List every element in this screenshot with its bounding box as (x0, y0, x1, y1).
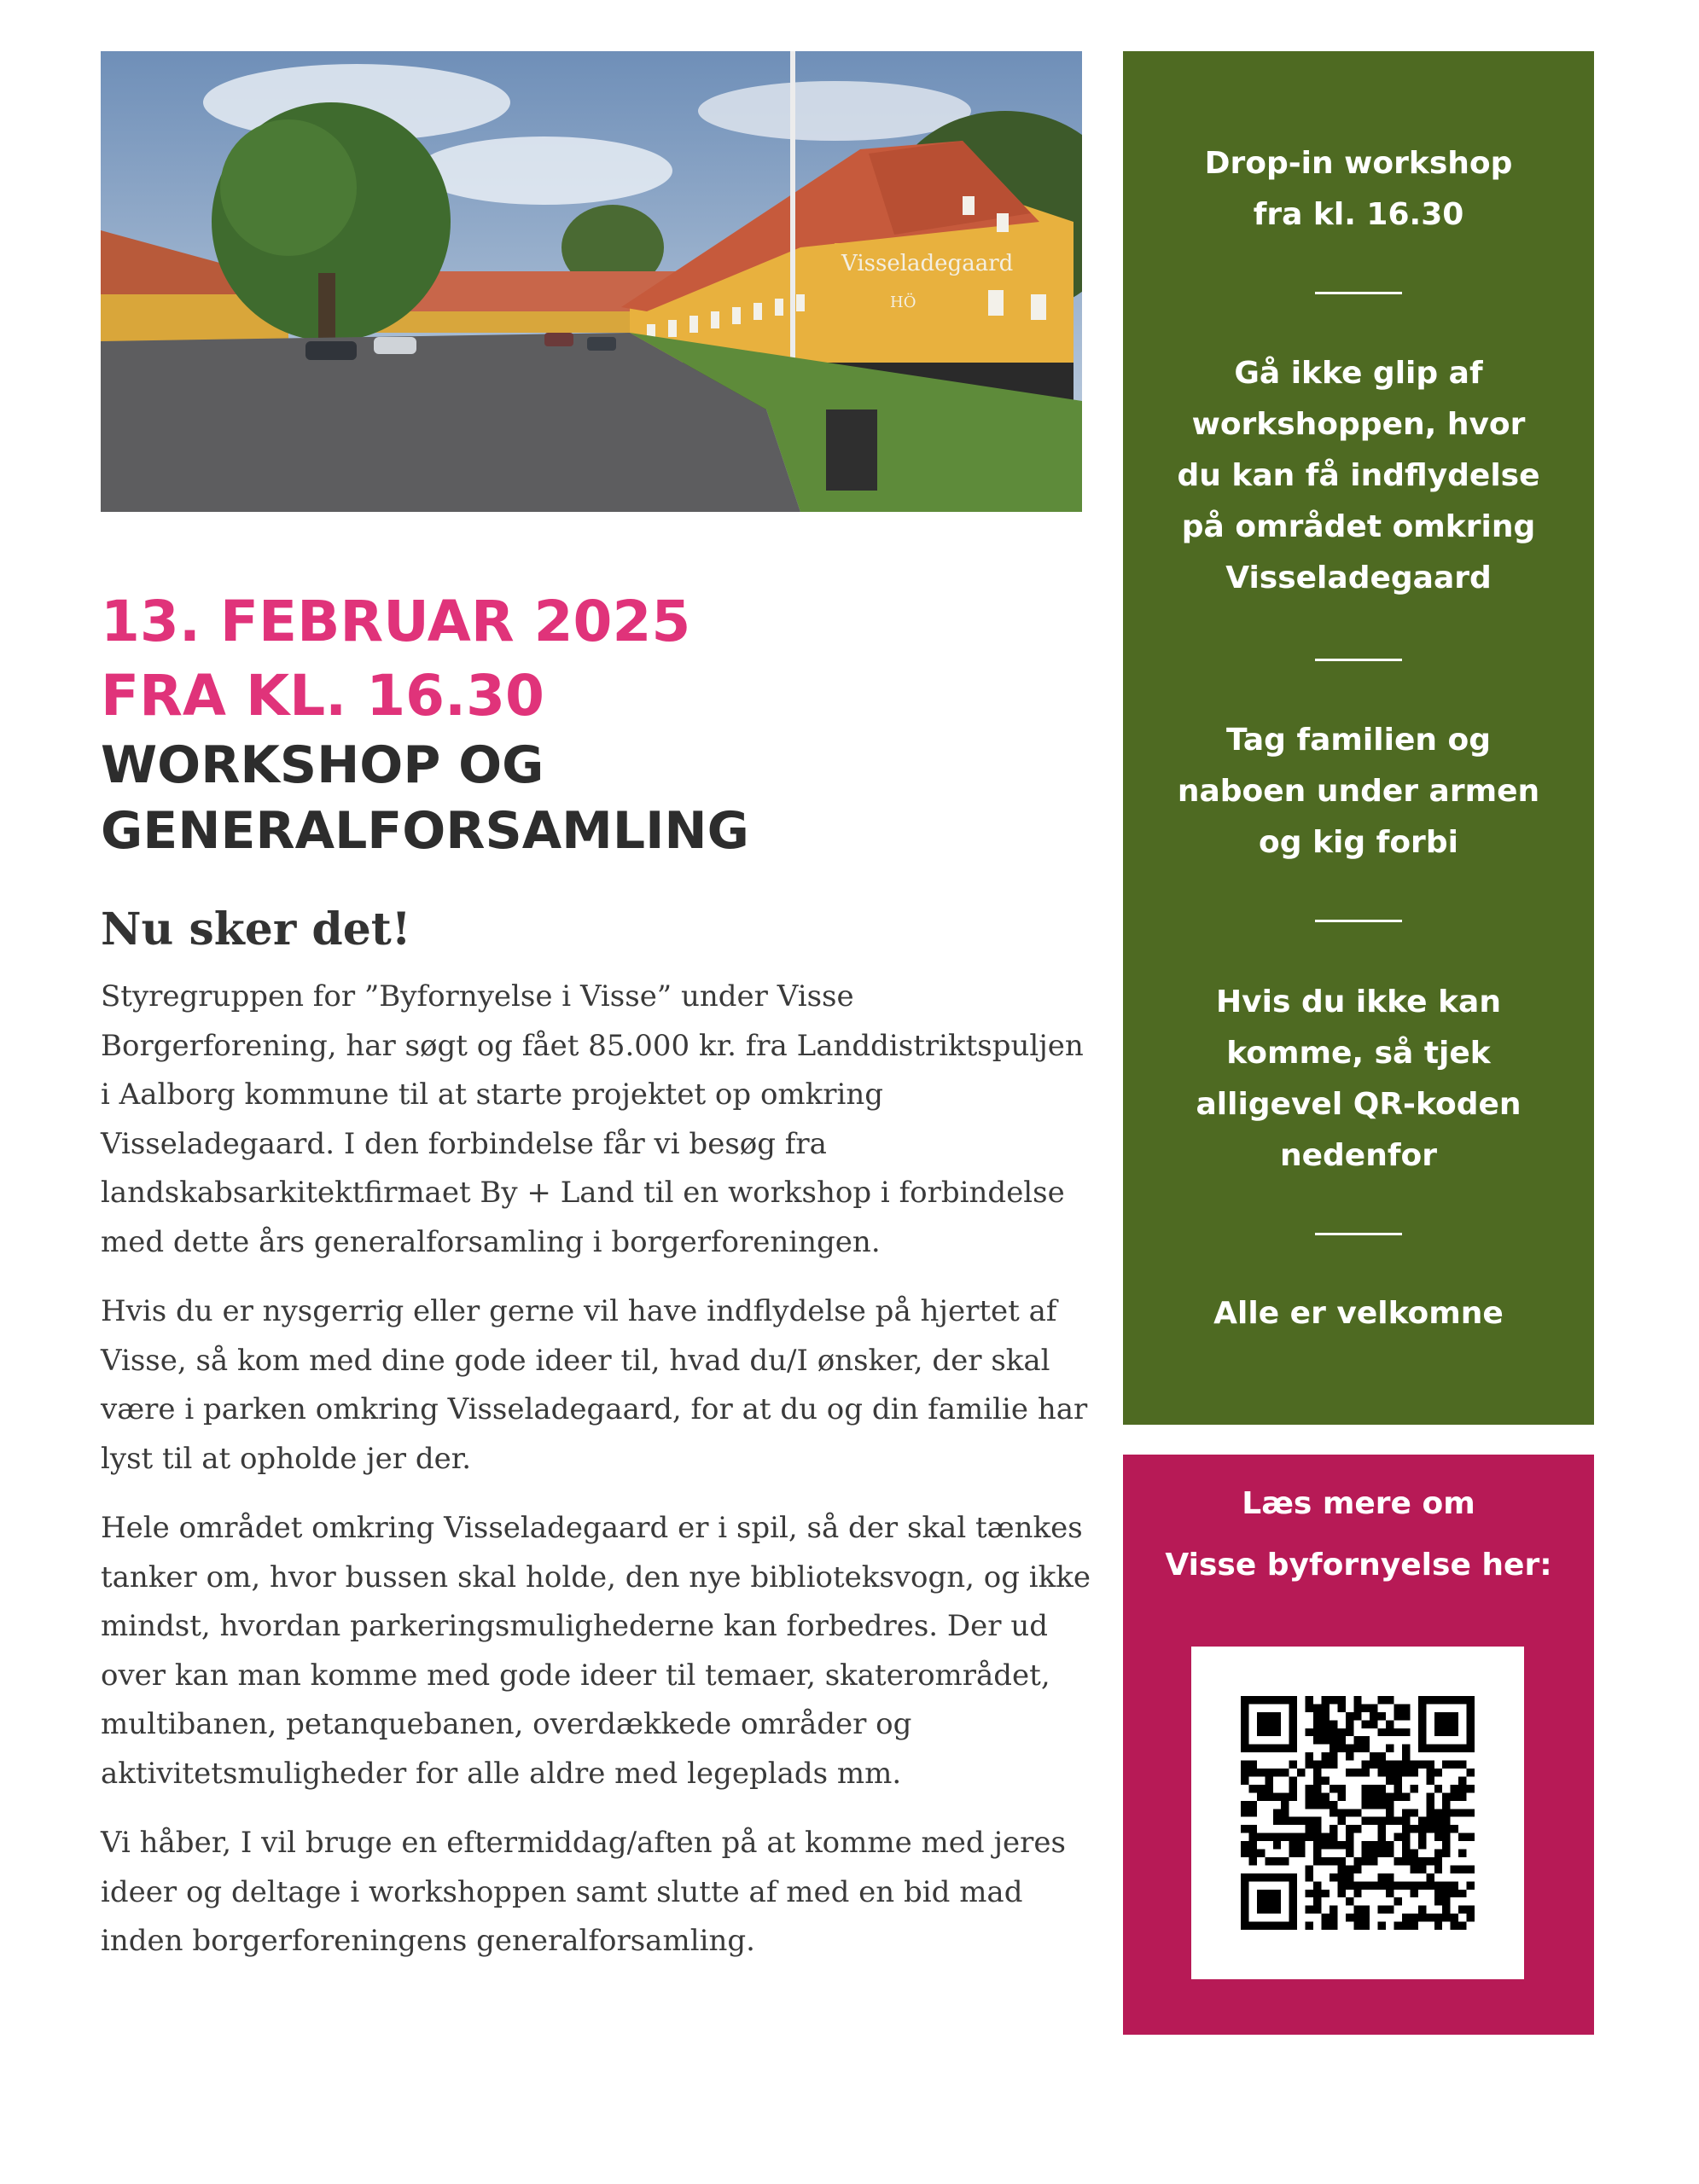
divider (1315, 1233, 1402, 1235)
event-title-line2: GENERALFORSAMLING (101, 801, 749, 861)
qr-code-icon[interactable] (1241, 1696, 1475, 1930)
paragraph: Hvis du er nysgerrig eller gerne vil have indflydelse på hjertet af Visse, så kom med dine gode ideer til, hvad du/I ønsker, der skal være i parken omkring Visseladegaard, for at du og din familie har lyst til at opholde jer der. (101, 1294, 1088, 1476)
visseladegaard-photo (101, 51, 1082, 512)
event-time: FRA KL. 16.30 (101, 663, 544, 729)
sidebar-block-dropin: Drop-in workshop fra kl. 16.30 (1204, 146, 1513, 232)
building-sign-small: HÖ (890, 293, 916, 311)
qr-box-line1: Læs mere om (1242, 1486, 1475, 1521)
sidebar-block-qr-hint: Hvis du ikke kan komme, så tjek alligevel QR-koden nedenfor (1196, 985, 1522, 1173)
divider (1315, 920, 1402, 922)
body-text (101, 973, 1091, 1987)
paragraph: Styregruppen for ”Byfornyelse i Visse” under Visse Borgerforening, har søgt og fået 85.000 kr. fra Landdistriktspuljen i Aalborg kommune til at starte projektet op omkring Visseladegaard. I den forbindelse får vi besøg fra landskabsarkitektfirmaet By + Land til en workshop i forbindelse med dette års generalforsamling i borgerforeningen. (101, 979, 1084, 1259)
sidebar-block-welcome: Alle er velkomne (1213, 1296, 1504, 1331)
qr-code-card[interactable] (1191, 1647, 1524, 1979)
building-illustration (101, 51, 1082, 512)
divider (1315, 659, 1402, 661)
subheading: Nu sker det! (101, 903, 411, 956)
divider (1315, 292, 1402, 294)
paragraph: Vi håber, I vil bruge en eftermiddag/aften på at komme med jeres ideer og deltage i workshoppen samt slutte af med en bid mad inden borgerforeningens generalforsamling. (101, 1826, 1066, 1958)
qr-info-box (1123, 1455, 1594, 2035)
headline (101, 584, 1082, 864)
paragraph: Hele området omkring Visseladegaard er i spil, så der skal tænkes tanker om, hvor bussen skal holde, den nye biblioteksvogn, og ikke mindst, hvordan parkeringsmulighederne kan forbedres. Der ud over kan man komme med gode ideer til temaer, skaterområdet, multibanen, petanquebanen, overdækkede områder og aktivitetsmuligheder for alle aldre med legeplads mm. (101, 1511, 1091, 1791)
event-title-line1: WORKSHOP OG (101, 735, 544, 795)
qr-box-line2: Visse byfornyelse her: (1165, 1548, 1552, 1583)
sidebar-info-box (1123, 51, 1594, 1425)
event-date: 13. FEBRUAR 2025 (101, 589, 691, 654)
sidebar-block-family: Tag familien og naboen under armen og kig forbi (1177, 723, 1540, 860)
building-sign: Visseladegaard (841, 251, 1014, 276)
sidebar-block-influence: Gå ikke glip af workshoppen, hvor du kan få indflydelse på området omkring Visseladegaard (1177, 356, 1540, 595)
